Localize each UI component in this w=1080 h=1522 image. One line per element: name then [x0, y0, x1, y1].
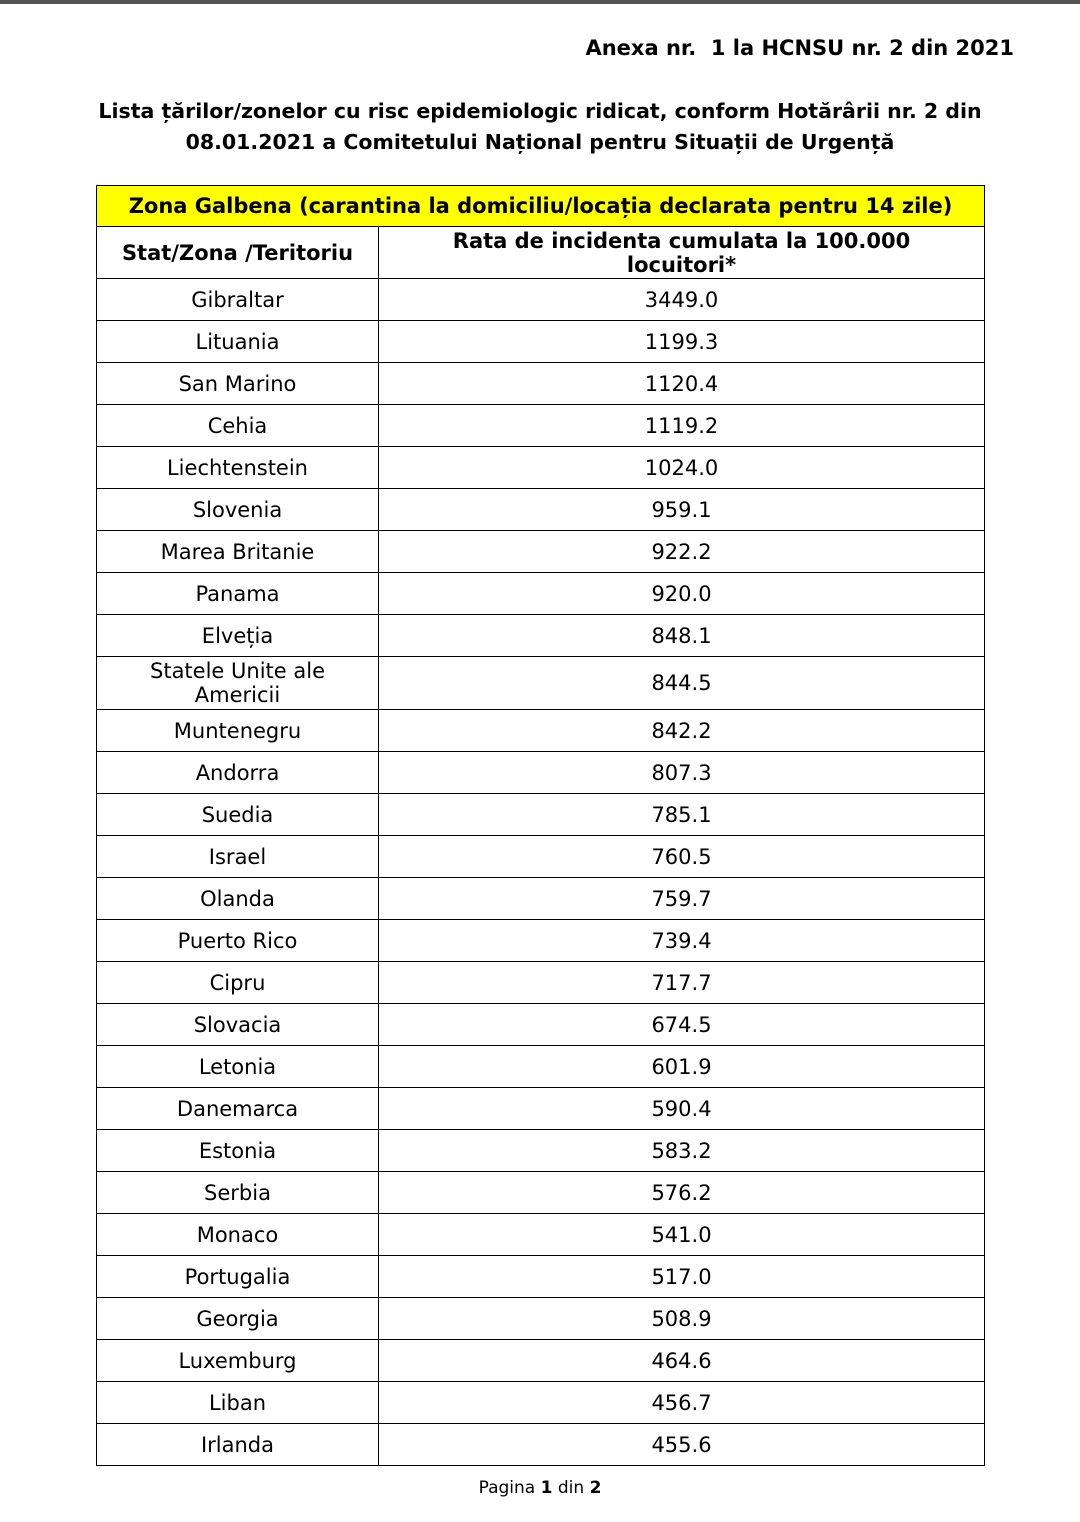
rate-cell: 508.9	[379, 1298, 985, 1340]
country-cell: Suedia	[97, 794, 379, 836]
rate-cell: 583.2	[379, 1130, 985, 1172]
country-cell: San Marino	[97, 363, 379, 405]
table-row	[97, 279, 985, 321]
country-cell: Puerto Rico	[97, 920, 379, 962]
country-cell: Portugalia	[97, 1256, 379, 1298]
table-row	[97, 321, 985, 363]
rate-cell: 922.2	[379, 531, 985, 573]
table-row	[97, 489, 985, 531]
rate-cell: 1199.3	[379, 321, 985, 363]
table-row	[97, 615, 985, 657]
table-row	[97, 752, 985, 794]
table-row	[97, 1298, 985, 1340]
rate-cell: 785.1	[379, 794, 985, 836]
rate-cell: 842.2	[379, 710, 985, 752]
rate-cell: 760.5	[379, 836, 985, 878]
rate-cell: 456.7	[379, 1382, 985, 1424]
footer-prefix: Pagina	[478, 1478, 536, 1498]
zone-header-row	[97, 186, 985, 227]
rate-cell: 844.5	[379, 657, 985, 710]
country-cell: Monaco	[97, 1214, 379, 1256]
table-row	[97, 1088, 985, 1130]
table-row	[97, 1046, 985, 1088]
country-cell: Serbia	[97, 1172, 379, 1214]
rate-cell: 674.5	[379, 1004, 985, 1046]
table-row	[97, 447, 985, 489]
rate-cell: 455.6	[379, 1424, 985, 1466]
table-row	[97, 657, 985, 710]
table-row	[97, 1004, 985, 1046]
column-header-rate: Rata de incidenta cumulata la 100.000 locuitori*	[379, 227, 985, 279]
top-border	[0, 0, 1080, 4]
country-cell: Liechtenstein	[97, 447, 379, 489]
rate-cell: 739.4	[379, 920, 985, 962]
country-cell: Cipru	[97, 962, 379, 1004]
country-cell: Luxemburg	[97, 1340, 379, 1382]
table-row	[97, 531, 985, 573]
country-cell: Andorra	[97, 752, 379, 794]
rate-cell: 464.6	[379, 1340, 985, 1382]
country-cell: Israel	[97, 836, 379, 878]
rate-cell: 601.9	[379, 1046, 985, 1088]
table-row	[97, 1214, 985, 1256]
rate-cell: 541.0	[379, 1214, 985, 1256]
country-cell: Estonia	[97, 1130, 379, 1172]
country-cell: Danemarca	[97, 1088, 379, 1130]
rate-cell: 3449.0	[379, 279, 985, 321]
country-cell: Georgia	[97, 1298, 379, 1340]
country-cell: Muntenegru	[97, 710, 379, 752]
annex-reference: Anexa nr. 1 la HCNSU nr. 2 din 2021	[585, 36, 1014, 60]
table-row	[97, 405, 985, 447]
table-row	[97, 1340, 985, 1382]
rate-cell: 959.1	[379, 489, 985, 531]
table-row	[97, 920, 985, 962]
country-cell: Marea Britanie	[97, 531, 379, 573]
country-cell: Olanda	[97, 878, 379, 920]
rate-cell: 920.0	[379, 573, 985, 615]
table-row	[97, 710, 985, 752]
country-cell: Cehia	[97, 405, 379, 447]
document-title: Lista țărilor/zonelor cu risc epidemiologic ridicat, conform Hotărârii nr. 2 din 08.01.2021 a Comitetului Național pentru Situații de Urgență	[98, 99, 982, 154]
country-cell: Letonia	[97, 1046, 379, 1088]
country-cell: Elveția	[97, 615, 379, 657]
table-row	[97, 1130, 985, 1172]
country-cell: Slovenia	[97, 489, 379, 531]
rate-cell: 717.7	[379, 962, 985, 1004]
column-header-row	[97, 227, 985, 279]
country-cell: Slovacia	[97, 1004, 379, 1046]
footer-page-number: 1	[540, 1478, 553, 1498]
table-row	[97, 878, 985, 920]
rate-cell: 1120.4	[379, 363, 985, 405]
rate-cell: 1024.0	[379, 447, 985, 489]
page-footer	[0, 1478, 1080, 1498]
table-row	[97, 573, 985, 615]
country-cell: Panama	[97, 573, 379, 615]
table-row	[97, 836, 985, 878]
zone-label: Zona Galbena (carantina la domiciliu/locația declarata pentru 14 zile)	[97, 186, 985, 227]
rate-cell: 848.1	[379, 615, 985, 657]
country-cell: Irlanda	[97, 1424, 379, 1466]
country-cell: Statele Unite ale Americii	[97, 657, 379, 710]
footer-separator: din	[557, 1478, 585, 1498]
table-row	[97, 363, 985, 405]
rate-cell: 759.7	[379, 878, 985, 920]
table-row	[97, 1256, 985, 1298]
country-cell: Liban	[97, 1382, 379, 1424]
table-row	[97, 1424, 985, 1466]
table-row	[97, 1382, 985, 1424]
rate-cell: 517.0	[379, 1256, 985, 1298]
country-cell: Gibraltar	[97, 279, 379, 321]
risk-countries-table	[96, 185, 985, 1466]
table-row	[97, 794, 985, 836]
rate-cell: 807.3	[379, 752, 985, 794]
column-header-country: Stat/Zona /Teritoriu	[97, 227, 379, 279]
footer-page-total: 2	[589, 1478, 602, 1498]
table-row	[97, 1172, 985, 1214]
rate-cell: 590.4	[379, 1088, 985, 1130]
rate-cell: 576.2	[379, 1172, 985, 1214]
rate-cell: 1119.2	[379, 405, 985, 447]
country-cell: Lituania	[97, 321, 379, 363]
table-row	[97, 962, 985, 1004]
